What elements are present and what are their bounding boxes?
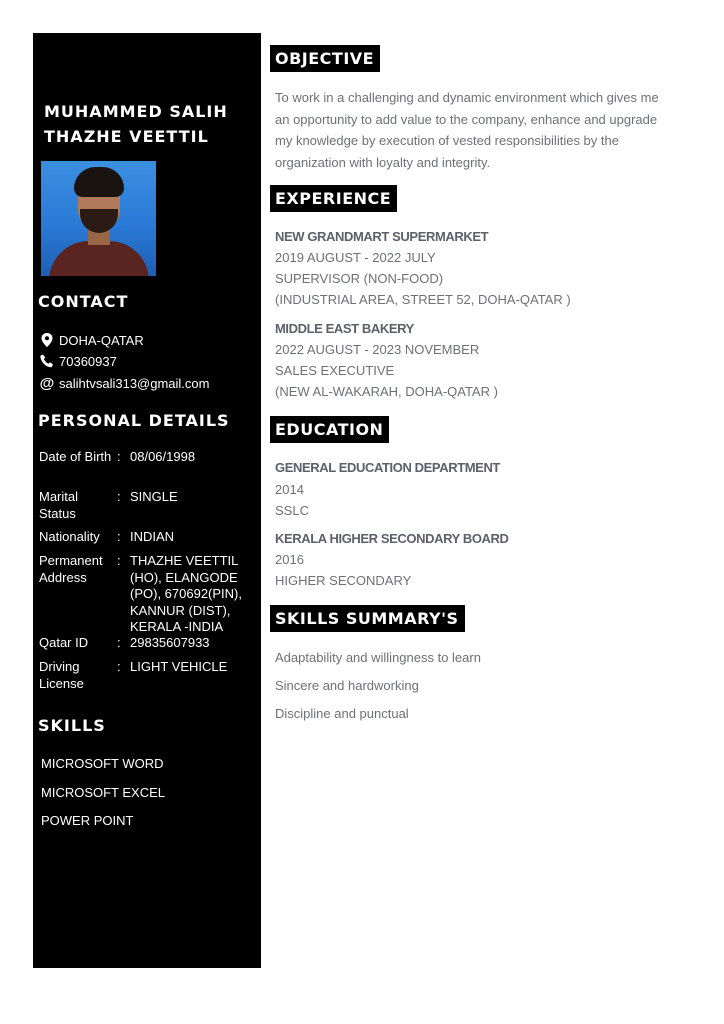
experience-company: MIDDLE EAST BAKERY [275, 321, 414, 336]
email-text[interactable]: salihtvsali313@gmail.com [59, 375, 210, 391]
education-qualification: HIGHER SECONDARY [275, 573, 412, 588]
summary-item: Sincere and hardworking [275, 678, 419, 693]
experience-company: NEW GRANDMART SUPERMARKET [275, 229, 489, 244]
personal-value: SINGLE [130, 489, 178, 504]
personal-value: 08/06/1998 [130, 449, 196, 464]
personal-separator: : [117, 449, 121, 464]
personal-value: LIGHT VEHICLE [130, 659, 228, 674]
personal-label: Driving License [39, 659, 84, 691]
candidate-name [44, 99, 254, 149]
name-line-1: MUHAMMED SALIH [44, 102, 228, 121]
skill-item: MICROSOFT WORD [41, 756, 164, 771]
skill-item: POWER POINT [41, 813, 134, 828]
contact-location [39, 331, 144, 349]
personal-label: Date of Birth [39, 449, 112, 464]
personal-value: THAZHE VEETTIL (HO), ELANGODE (PO), 670692(PIN), KANNUR (DIST), KERALA -INDIA [130, 553, 242, 634]
at-icon: @ [39, 374, 55, 392]
experience-period: 2022 AUGUST - 2023 NOVEMBER [275, 342, 480, 357]
experience-location: (INDUSTRIAL AREA, STREET 52, DOHA-QATAR ) [275, 292, 571, 307]
skills-summary-heading: SKILLS SUMMARY'S [270, 605, 465, 632]
phone-text: 70360937 [59, 353, 117, 369]
education-year: 2016 [275, 552, 304, 567]
contact-email[interactable] [39, 374, 209, 392]
skills-heading: SKILLS [38, 716, 106, 735]
education-institution: GENERAL EDUCATION DEPARTMENT [275, 460, 500, 475]
contact-phone [39, 352, 117, 370]
personal-label: Nationality [39, 529, 100, 544]
personal-label: Permanent Address [39, 553, 103, 585]
education-qualification: SSLC [275, 503, 309, 518]
objective-text: To work in a challenging and dynamic environment which gives me an opportunity to add value to the company, enhance and upgrade my knowledge by execution of vested responsibilities by the organization with loyalty and integrity. [275, 90, 659, 170]
personal-details-heading: PERSONAL DETAILS [38, 411, 230, 430]
education-heading: EDUCATION [270, 416, 389, 443]
sidebar [33, 33, 261, 968]
location-text: DOHA-QATAR [59, 332, 144, 348]
personal-separator: : [117, 529, 121, 544]
skill-item: MICROSOFT EXCEL [41, 785, 166, 800]
education-institution: KERALA HIGHER SECONDARY BOARD [275, 531, 509, 546]
summary-item: Discipline and punctual [275, 706, 409, 721]
personal-label: Qatar ID [39, 635, 89, 650]
personal-label: Marital Status [39, 489, 79, 521]
experience-heading: EXPERIENCE [270, 185, 397, 212]
personal-separator: : [117, 553, 121, 568]
education-year: 2014 [275, 482, 304, 497]
personal-value: INDIAN [130, 529, 175, 544]
personal-separator: : [117, 489, 121, 504]
experience-location: (NEW AL-WAKARAH, DOHA-QATAR ) [275, 384, 498, 399]
experience-role: SALES EXECUTIVE [275, 363, 395, 378]
summary-item: Adaptability and willingness to learn [275, 650, 481, 665]
profile-photo [41, 161, 156, 276]
experience-period: 2019 AUGUST - 2022 JULY [275, 250, 436, 265]
personal-separator: : [117, 635, 121, 650]
map-pin-icon [39, 332, 55, 348]
name-line-2: THAZHE VEETTIL [44, 127, 209, 146]
personal-value: 29835607933 [130, 635, 210, 650]
contact-heading: CONTACT [38, 292, 129, 311]
personal-separator: : [117, 659, 121, 674]
experience-role: SUPERVISOR (NON-FOOD) [275, 271, 444, 286]
objective-heading: OBJECTIVE [270, 45, 380, 72]
phone-icon [39, 353, 55, 369]
